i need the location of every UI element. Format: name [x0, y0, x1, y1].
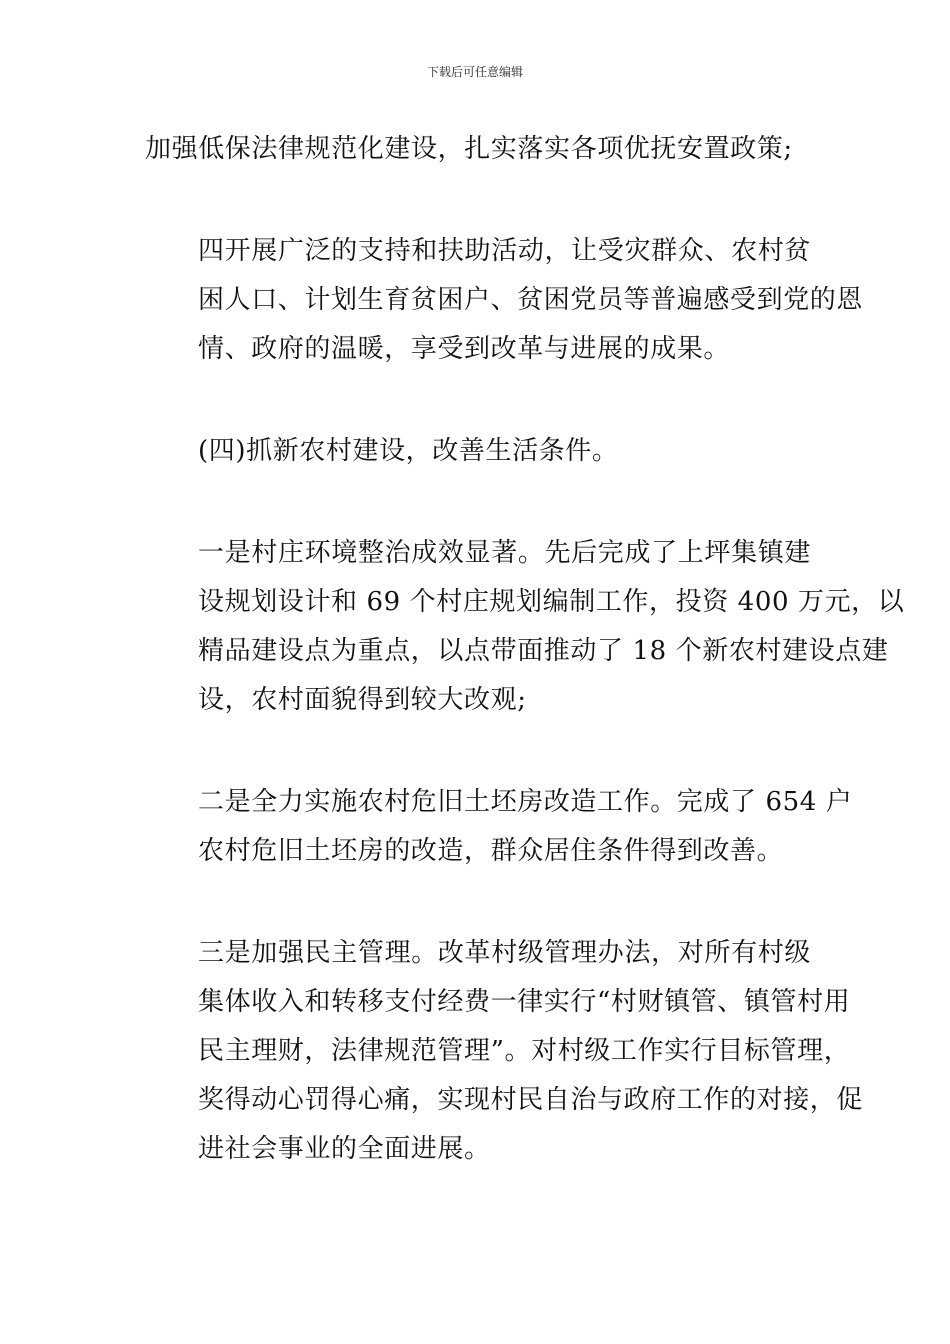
paragraph-line: 民主理财，法律规范管理”。对村级工作实行目标管理， — [198, 1036, 851, 1066]
paragraph-2 — [145, 227, 864, 374]
paragraph-line: 三是加强民主管理。改革村级管理办法，对所有村级 — [198, 938, 811, 968]
document-body — [145, 125, 905, 1227]
paragraph-line: 精品建设点为重点，以点带面推动了 18 个新农村建设点建 — [198, 636, 889, 666]
paragraph-line: 加强低保法律规范化建设，扎实落实各项优抚安置政策; — [145, 134, 793, 164]
paragraph-line: 情、政府的温暖，享受到改革与进展的成果。 — [198, 334, 731, 364]
page-header: 下载后可任意编辑 — [426, 65, 523, 79]
paragraph-5 — [145, 778, 853, 876]
paragraph-line: 进社会事业的全面进展。 — [198, 1134, 491, 1164]
paragraph-line: 设，农村面貌得到较大改观; — [198, 685, 527, 715]
paragraph-line: 设规划设计和 69 个村庄规划编制工作，投资 400 万元，以 — [198, 587, 905, 617]
paragraph-line: (四)抓新农村建设，改善生活条件。 — [198, 436, 619, 466]
paragraph-line: 困人口、计划生育贫困户、贫困党员等普遍感受到党的恩 — [198, 285, 864, 315]
paragraph-6 — [145, 929, 864, 1174]
paragraph-line: 奖得动心罚得心痛，实现村民自治与政府工作的对接，促 — [198, 1085, 864, 1115]
paragraph-line: 四开展广泛的支持和扶助活动，让受灾群众、农村贫 — [198, 236, 811, 266]
paragraph-line: 农村危旧土坯房的改造，群众居住条件得到改善。 — [198, 836, 784, 866]
paragraph-line: 集体收入和转移支付经费一律实行“村财镇管、镇管村用 — [198, 987, 851, 1017]
paragraph-3 — [145, 427, 811, 476]
paragraph-line: 一是村庄环境整治成效显著。先后完成了上坪集镇建 — [198, 538, 811, 568]
paragraph-line: 二是全力实施农村危旧土坯房改造工作。完成了 654 户 — [198, 787, 853, 817]
paragraph-4 — [145, 529, 905, 725]
paragraph-1 — [145, 125, 811, 174]
